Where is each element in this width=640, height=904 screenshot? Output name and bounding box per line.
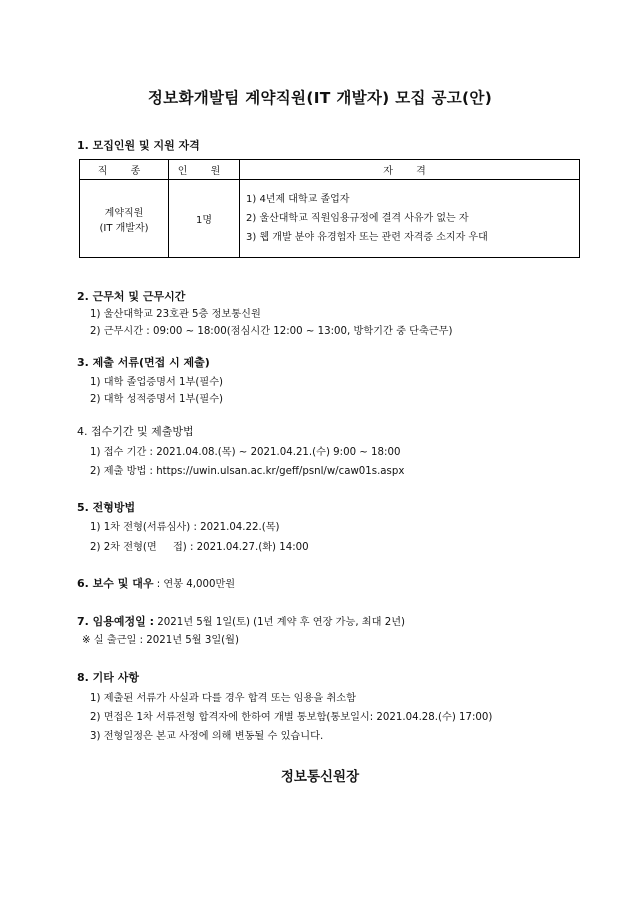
screening-step-2: 2) 2차 전형(면 접) : 2021.04.27.(화) 14:00 xyxy=(90,542,309,553)
signature: 정보통신원장 xyxy=(280,769,360,785)
headcount-cell: 1명 xyxy=(169,180,240,258)
recruitment-table xyxy=(79,159,580,258)
table-header-row xyxy=(80,160,580,180)
workplace-line: 1) 울산대학교 23호관 5층 정보통신원 xyxy=(90,309,261,320)
appointment-date-text: 2021년 5월 1일(토) (1년 계약 후 연장 가능, 최대 2년) xyxy=(154,617,406,628)
job-type-cell xyxy=(80,180,169,258)
job-type-line1: 계약직원 xyxy=(104,207,144,219)
document-title: 정보화개발팀 계약직원(IT 개발자) 모집 공고(안) xyxy=(147,89,493,107)
document-item: 1) 대학 졸업증명서 1부(필수) xyxy=(90,377,224,388)
header-job-type: 직 종 xyxy=(80,160,169,180)
section-2-heading: 2. 근무처 및 근무시간 xyxy=(77,290,186,303)
qualification-item: 2) 울산대학교 직원임용규정에 결격 사유가 없는 자 xyxy=(246,213,469,224)
section-6-heading: 6. 보수 및 대우 xyxy=(77,577,154,590)
section-8-heading: 8. 기타 사항 xyxy=(77,671,139,684)
section-7-heading: 7. 임용예정일 : xyxy=(77,615,155,628)
qualification-item: 3) 웹 개발 분야 유경험자 또는 관련 자격증 소지자 우대 xyxy=(246,232,488,243)
job-type-line2: (IT 개발자) xyxy=(99,222,149,234)
application-period-line: 1) 접수 기간 : 2021.04.08.(목) ~ 2021.04.21.(수) 9:00 ~ 18:00 xyxy=(90,447,401,458)
section-5-heading: 5. 전형방법 xyxy=(77,501,136,514)
screening-step-1: 1) 1차 전형(서류심사) : 2021.04.22.(목) xyxy=(90,522,280,533)
header-qualifications: 자 격 xyxy=(240,160,580,180)
work-hours-line: 2) 근무시간 : 09:00 ~ 18:00(점심시간 12:00 ~ 13:00, 방학기간 중 단축근무) xyxy=(90,326,453,337)
notice-item: 2) 면접은 1차 서류전형 합격자에 한하여 개별 통보함(통보일시: 2021.04.28.(수) 17:00) xyxy=(90,712,493,723)
qualification-item: 1) 4년제 대학교 졸업자 xyxy=(246,194,350,205)
document-item: 2) 대학 성적증명서 1부(필수) xyxy=(90,394,224,405)
qualifications-cell xyxy=(240,180,580,258)
appointment-line xyxy=(77,613,405,629)
section-4-heading: 4. 접수기간 및 제출방법 xyxy=(77,425,194,438)
notice-item: 1) 제출된 서류가 사실과 다를 경우 합격 또는 임용을 취소함 xyxy=(90,693,356,704)
section-1-heading: 1. 모집인원 및 지원 자격 xyxy=(77,139,200,152)
section-3-heading: 3. 제출 서류(면접 시 제출) xyxy=(77,356,210,369)
salary-line xyxy=(77,575,235,591)
table-row xyxy=(80,180,580,258)
salary-text: : 연봉 4,000만원 xyxy=(153,579,236,590)
header-headcount: 인 원 xyxy=(169,160,240,180)
first-workday-note: ※ 실 출근일 : 2021년 5월 3일(월) xyxy=(82,635,239,646)
submission-method-line: 2) 제출 방법 : https://uwin.ulsan.ac.kr/geff/psnl/w/caw01s.aspx xyxy=(90,466,405,477)
notice-item: 3) 전형일정은 본교 사정에 의해 변동될 수 있습니다. xyxy=(90,731,324,742)
